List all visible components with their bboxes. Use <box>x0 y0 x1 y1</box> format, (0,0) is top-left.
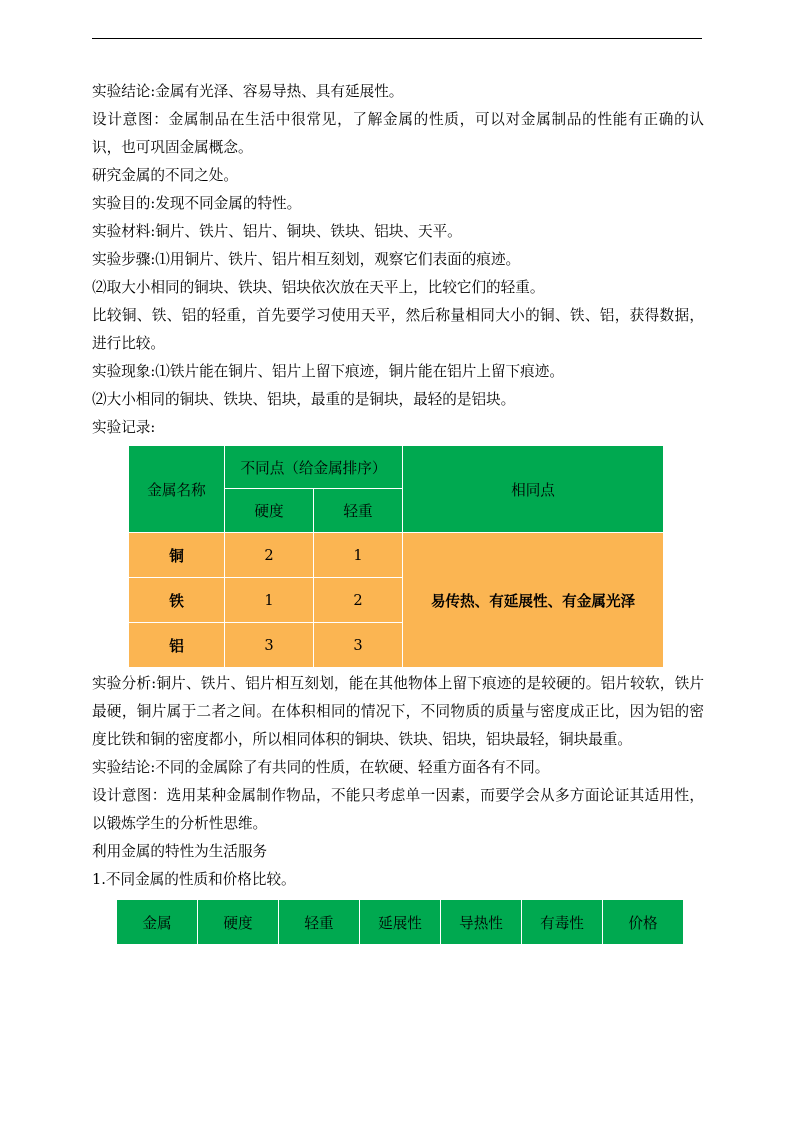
paragraph: 实验记录: <box>92 419 156 436</box>
weight-cell: 1 <box>314 533 403 578</box>
experiment-record-table <box>128 445 664 668</box>
metal-name-cell: 铜 <box>129 533 225 578</box>
header-cell: 导热性 <box>441 900 522 945</box>
header-weight: 轻重 <box>314 489 403 533</box>
paragraph: ⑵大小相同的铜块、铁块、铝块，最重的是铜块，最轻的是铝块。 <box>92 391 516 408</box>
paragraph: 研究金属的不同之处。 <box>92 167 238 184</box>
weight-cell: 3 <box>314 623 403 668</box>
paragraph: 实验现象:⑴铁片能在铜片、铝片上留下痕迹，铜片能在铝片上留下痕迹。 <box>92 363 564 380</box>
paragraph: 实验材料:铜片、铁片、铝片、铜块、铁块、铝块、天平。 <box>92 223 462 240</box>
header-metal-name: 金属名称 <box>129 446 225 533</box>
paragraph: 实验分析:铜片、铁片、铝片相互刻划，能在其他物体上留下痕迹的是较硬的。铝片较软，铁片最硬，铜片属于二者之间。在体积相同的情况下，不同物质的质量与密度成正比，因为铝的密度比铁和铜的密度都小，所以相同体积的铜块、铁块、铝块，铝块最轻，铜块最重。 <box>92 675 704 748</box>
header-differences: 不同点（给金属排序） <box>225 446 403 489</box>
similarities-cell: 易传热、有延展性、有金属光泽 <box>403 533 664 668</box>
paragraph: 实验步骤:⑴用铜片、铁片、铝片相互刻划，观察它们表面的痕迹。 <box>92 251 521 268</box>
header-cell: 硬度 <box>198 900 279 945</box>
header-rule <box>92 38 702 39</box>
paragraph: 比较铜、铁、铝的轻重，首先要学习使用天平，然后称量相同大小的铜、铁、铝，获得数据，进行比较。 <box>92 307 704 352</box>
paragraph: 1.不同金属的性质和价格比较。 <box>92 871 296 888</box>
header-cell: 延展性 <box>360 900 441 945</box>
paragraph: 设计意图：选用某种金属制作物品，不能只考虑单一因素，而要学会从多方面论证其适用性，以锻炼学生的分析性思维。 <box>92 787 704 832</box>
hardness-cell: 3 <box>225 623 314 668</box>
metal-comparison-table <box>116 899 684 945</box>
metal-name-cell: 铝 <box>129 623 225 668</box>
paragraph: ⑵取大小相同的铜块、铁块、铝块依次放在天平上，比较它们的轻重。 <box>92 279 545 296</box>
weight-cell: 2 <box>314 578 403 623</box>
header-similarities: 相同点 <box>403 446 664 533</box>
header-hardness: 硬度 <box>225 489 314 533</box>
paragraph: 实验结论:不同的金属除了有共同的性质，在软硬、轻重方面各有不同。 <box>92 759 550 776</box>
header-cell: 有毒性 <box>522 900 603 945</box>
table-row <box>129 533 664 578</box>
paragraph: 利用金属的特性为生活服务 <box>92 843 268 860</box>
hardness-cell: 2 <box>225 533 314 578</box>
header-cell: 金属 <box>117 900 198 945</box>
metal-name-cell: 铁 <box>129 578 225 623</box>
paragraph: 实验目的:发现不同金属的特性。 <box>92 195 302 212</box>
paragraph: 设计意图：金属制品在生活中很常见，了解金属的性质，可以对金属制品的性能有正确的认识，也可巩固金属概念。 <box>92 111 704 156</box>
hardness-cell: 1 <box>225 578 314 623</box>
document-body <box>92 78 704 945</box>
paragraph: 实验结论:金属有光泽、容易导热、具有延展性。 <box>92 83 404 100</box>
header-cell: 轻重 <box>279 900 360 945</box>
header-cell: 价格 <box>603 900 684 945</box>
table-header-row <box>117 900 684 945</box>
